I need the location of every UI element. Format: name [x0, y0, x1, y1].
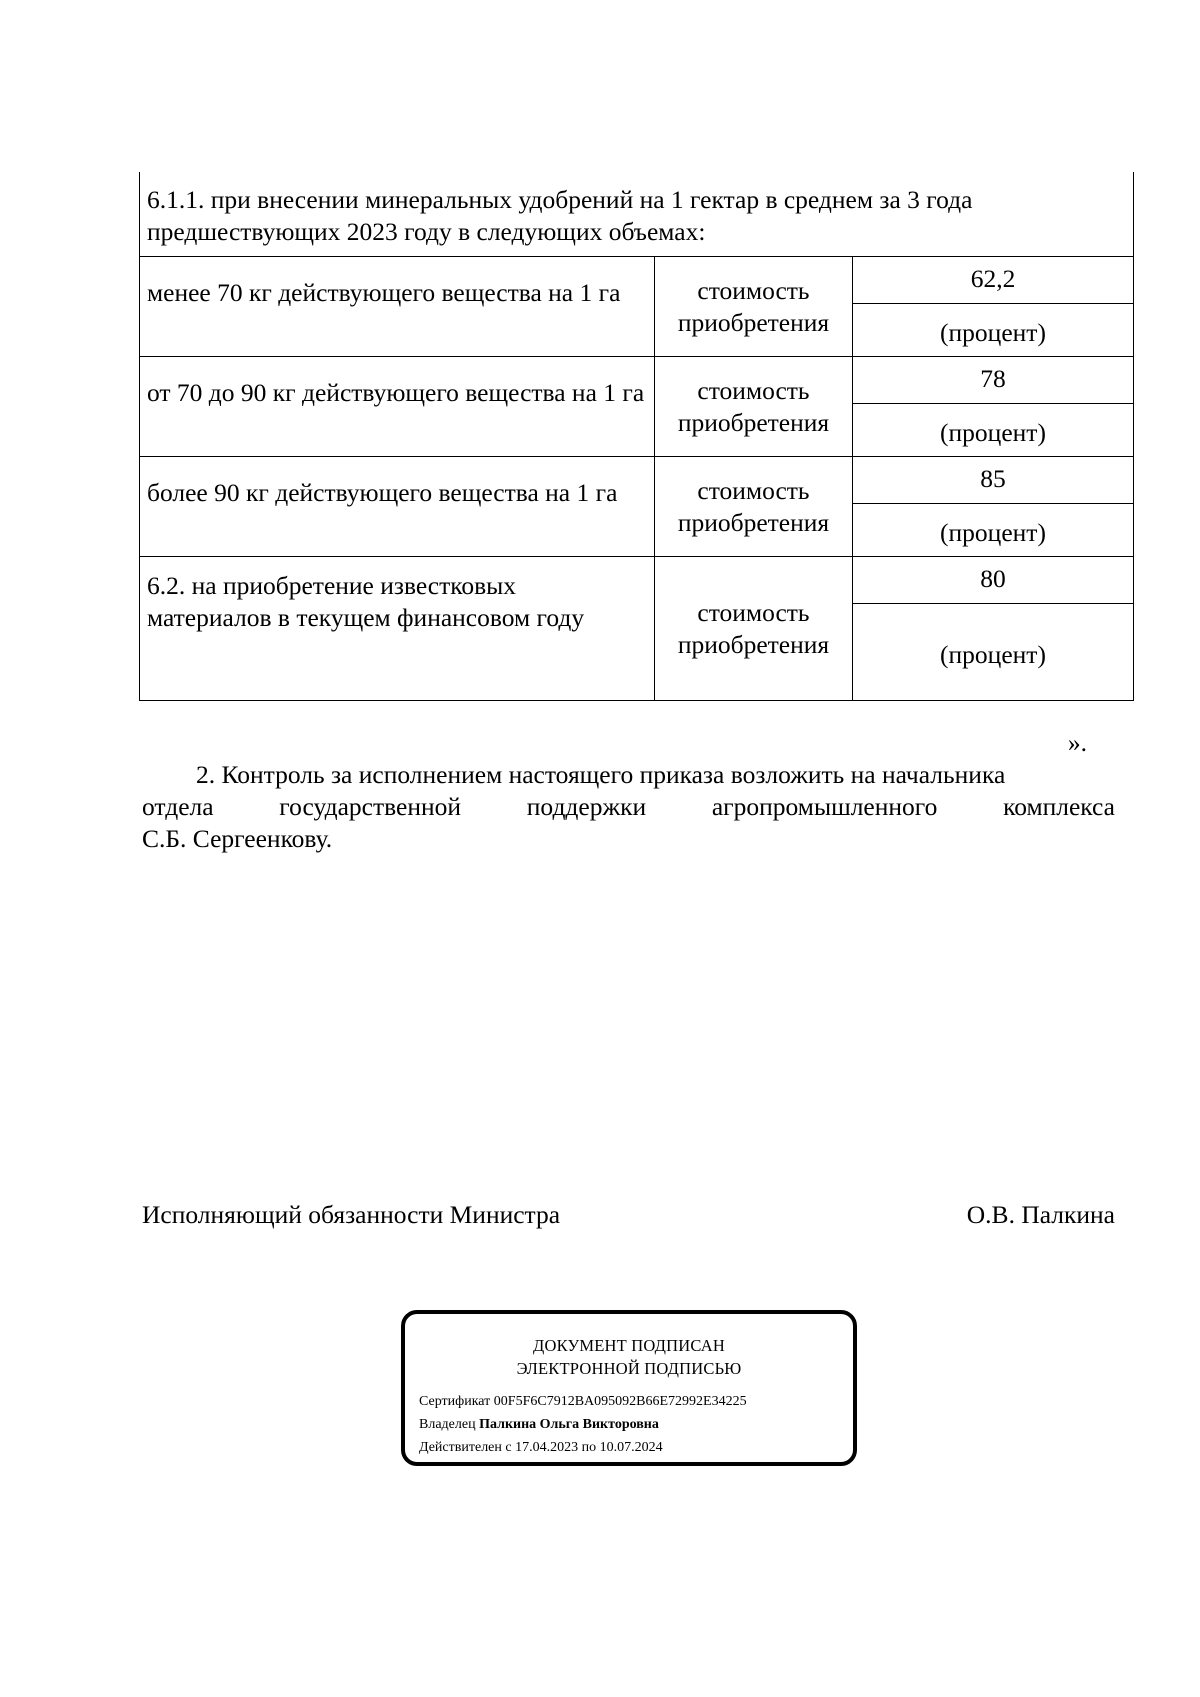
table-row	[140, 557, 1134, 604]
row-cost-label: стоимость приобретения	[655, 257, 853, 357]
certificate-value: 00F5F6C7912BA095092B66E72992E34225	[493, 1394, 747, 1409]
row-cost-label: стоимость приобретения	[655, 557, 853, 701]
row-value: 80	[853, 557, 1134, 604]
stamp-title-line: ДОКУМЕНТ ПОДПИСАН	[533, 1336, 725, 1355]
validity-label: Действителен	[419, 1440, 502, 1455]
owner-value: Палкина Ольга Викторовна	[479, 1417, 659, 1432]
stamp-certificate	[419, 1390, 747, 1413]
row-unit: (процент)	[853, 404, 1134, 457]
table-row	[140, 357, 1134, 404]
stamp-info	[419, 1390, 747, 1459]
table-header-cell: 6.1.1. при внесении минеральных удобрений на 1 гектар в среднем за 3 года предшествующих 2023 году в следующих объемах:	[140, 172, 1134, 257]
row-description: более 90 кг действующего вещества на 1 га	[140, 457, 655, 557]
subsidy-rates-table	[139, 172, 1134, 701]
table-header-row	[140, 172, 1134, 257]
paragraph-line: 2. Контроль за исполнением настоящего приказа возложить на начальника	[196, 760, 1006, 789]
paragraph-line: отдела государственной поддержки агропромышленного комплекса	[142, 792, 1115, 821]
control-clause-paragraph	[142, 759, 1115, 855]
stamp-validity	[419, 1436, 747, 1459]
owner-label: Владелец	[419, 1417, 476, 1432]
validity-to-prefix: по	[581, 1440, 597, 1455]
stamp-owner	[419, 1413, 747, 1436]
signer-position: Исполняющий обязанности Министра	[142, 1200, 561, 1229]
signer-name: О.В. Палкина	[966, 1200, 1115, 1229]
validity-to: 10.07.2024	[599, 1440, 663, 1455]
row-unit: (процент)	[853, 604, 1134, 701]
row-cost-label: стоимость приобретения	[655, 357, 853, 457]
paragraph-line: С.Б. Сергеенкову.	[142, 824, 333, 853]
row-unit: (процент)	[853, 504, 1134, 557]
signature-row	[142, 1200, 1115, 1230]
row-description: 6.2. на приобретение известковых материалов в текущем финансовом году	[140, 557, 655, 701]
table-row	[140, 457, 1134, 504]
validity-from-prefix: с	[505, 1440, 512, 1455]
closing-quote: ».	[1067, 728, 1087, 757]
table-row	[140, 257, 1134, 304]
electronic-signature-stamp	[401, 1310, 857, 1466]
row-cost-label: стоимость приобретения	[655, 457, 853, 557]
certificate-label: Сертификат	[419, 1394, 491, 1409]
row-description: от 70 до 90 кг действующего вещества на 1 га	[140, 357, 655, 457]
row-value: 78	[853, 357, 1134, 404]
row-value: 85	[853, 457, 1134, 504]
row-unit: (процент)	[853, 304, 1134, 357]
stamp-title-line: ЭЛЕКТРОННОЙ ПОДПИСЬЮ	[516, 1359, 742, 1378]
validity-from: 17.04.2023	[515, 1440, 579, 1455]
stamp-title	[405, 1334, 853, 1380]
row-value: 62,2	[853, 257, 1134, 304]
row-description: менее 70 кг действующего вещества на 1 га	[140, 257, 655, 357]
